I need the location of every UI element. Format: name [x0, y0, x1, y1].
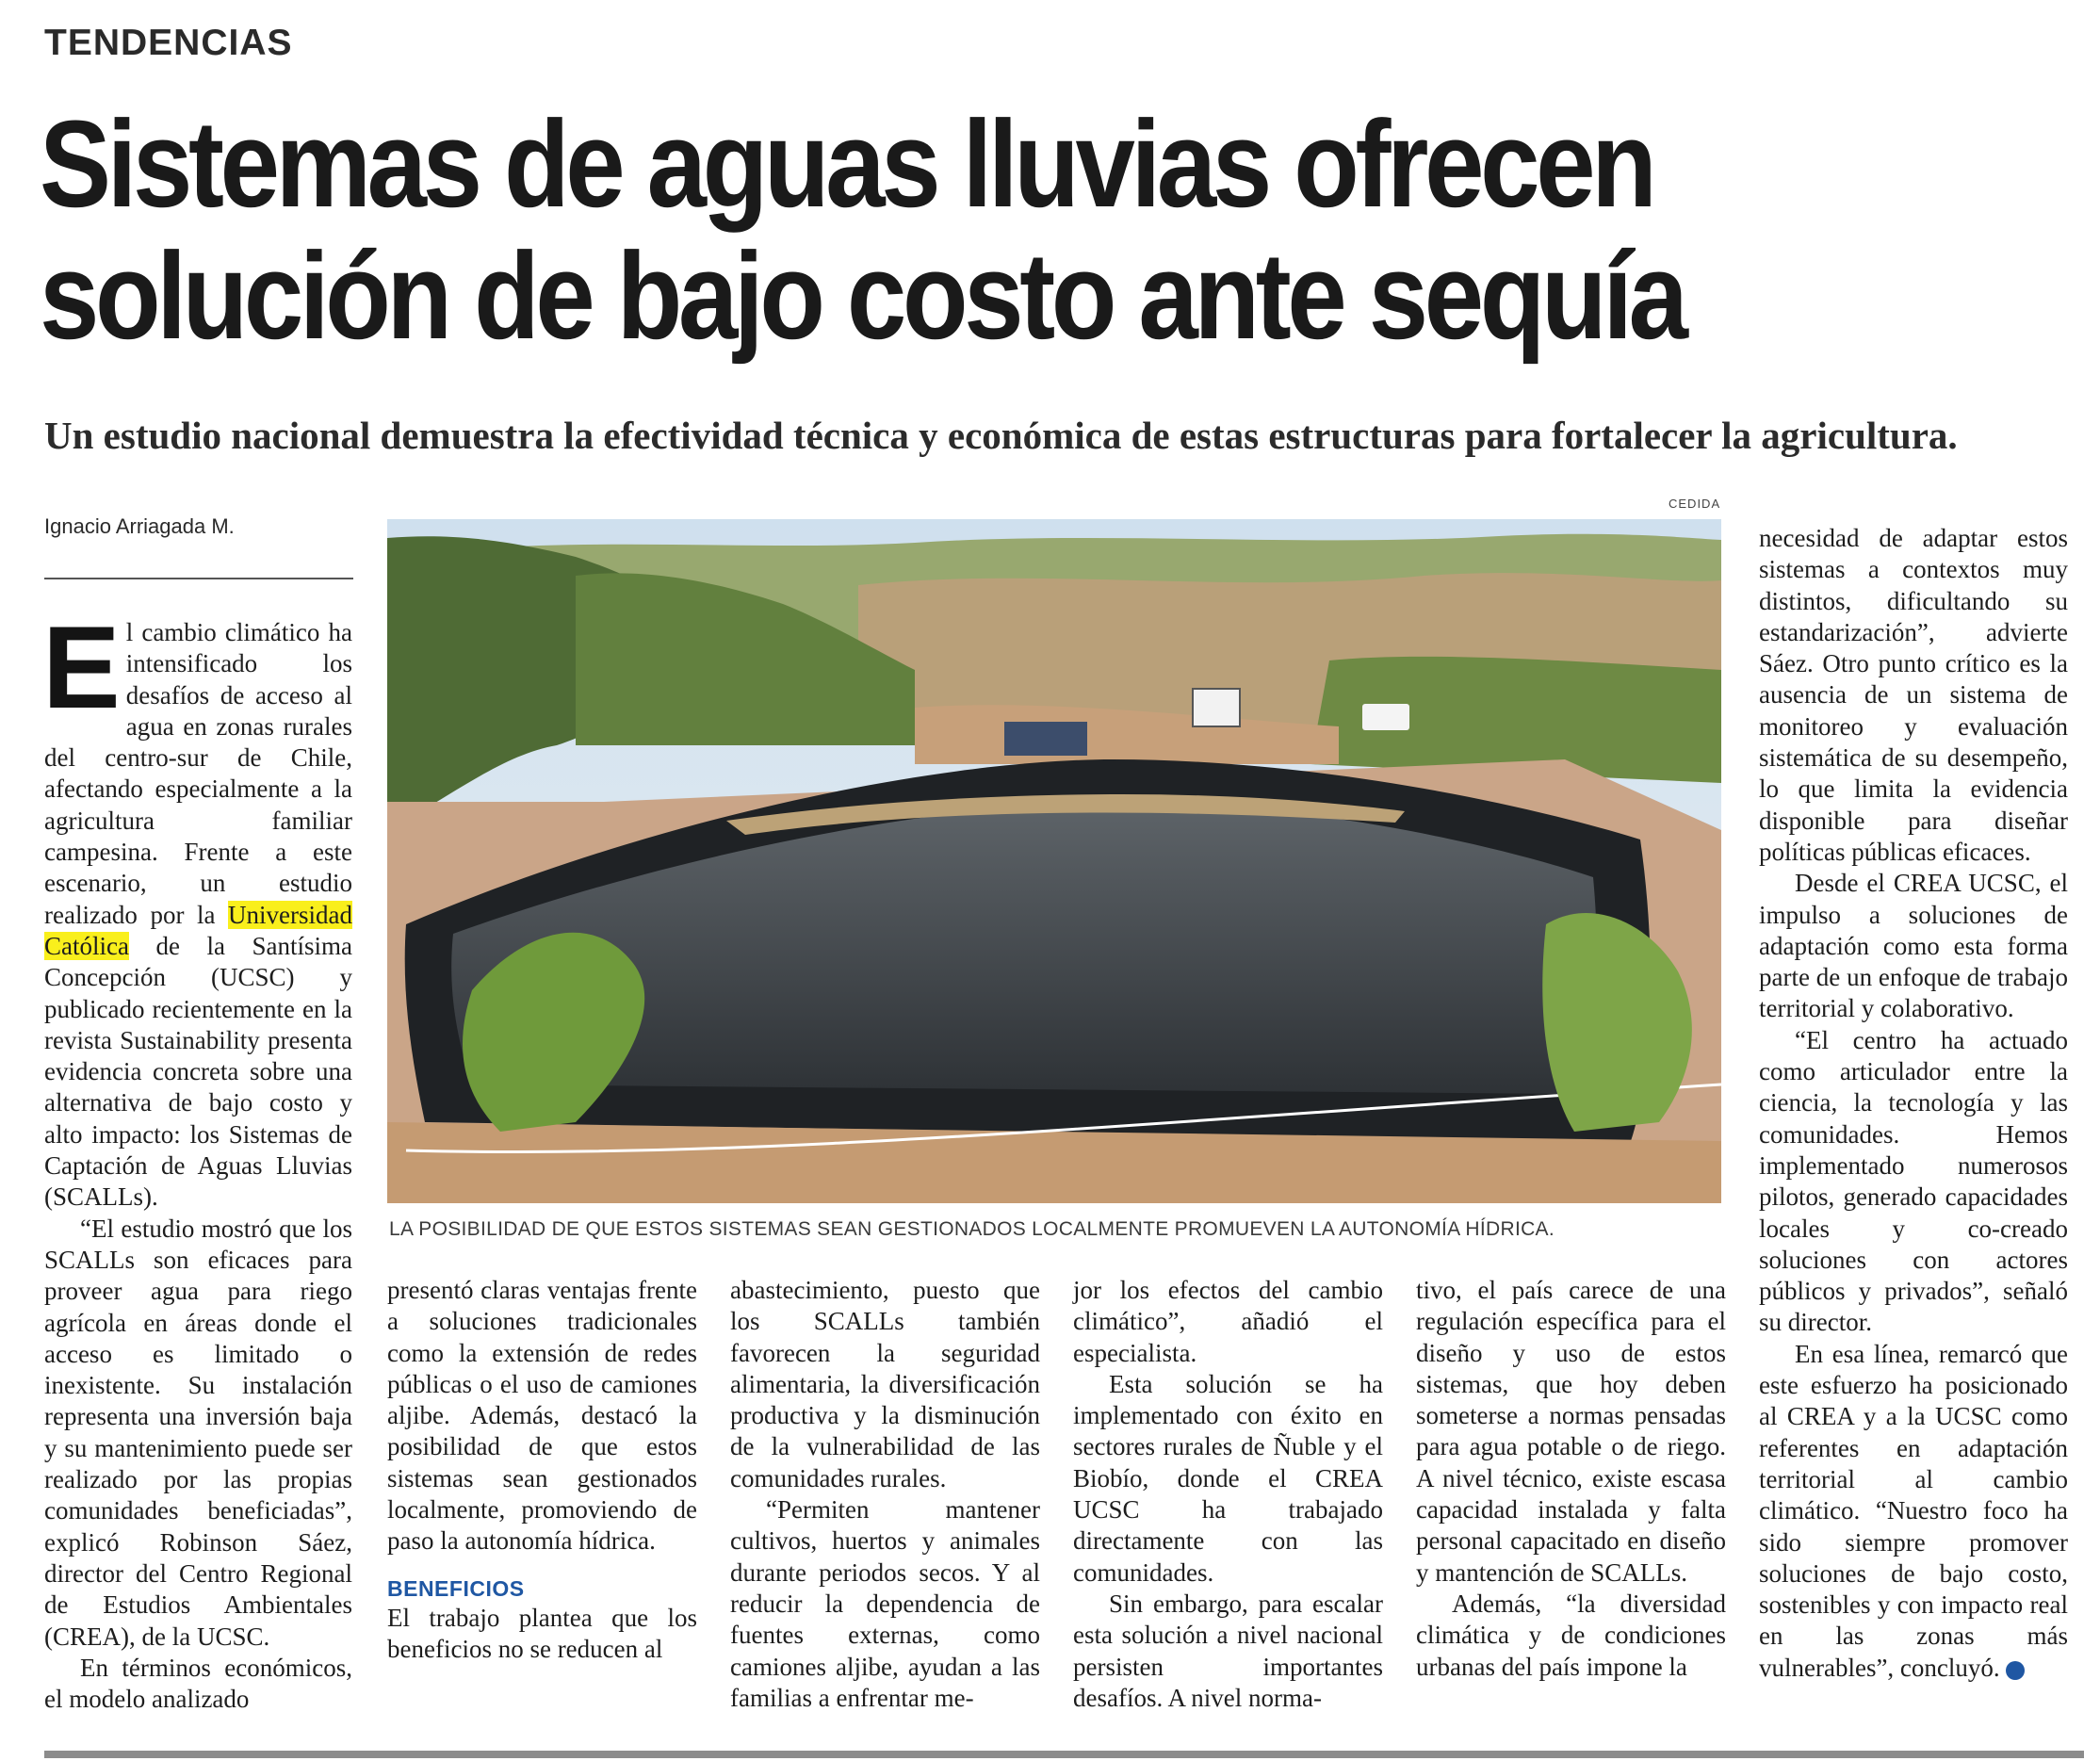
paragraph: Sin embargo, para escalar esta solución a nivel nacional persisten importantes desafíos. A nivel norma- — [1073, 1589, 1383, 1712]
photo-credit: CEDIDA — [1669, 497, 1721, 511]
end-of-article-icon: + — [2006, 1661, 2025, 1680]
paragraph: l cambio climático ha intensificado los desafíos de acceso al agua en zonas rurales del centro-sur de Chile, afectando especialmente a la agricultura familiar campesina. Frente a este escenario, un estudio realizado por la Universidad Católica de la Santísima Concepción (UCSC) y publicado recientemente en la revista Sustainability presenta evidencia concreta sobre una alternativa de bajo costo y alto impacto: los Sistemas de Captación de Aguas Lluvias (SCALLs). — [44, 618, 352, 1212]
article-column-3 — [730, 1275, 1040, 1714]
article-column-5 — [1416, 1275, 1726, 1683]
paragraph: En esa línea, remarcó que este esfuerzo ha posicionado al CREA y a la UCSC como referentes en adaptación territorial al cambio climático. “Nuestro foco ha sido siempre promover soluciones de bajo costo, sostenibles y con impacto real en las zonas más vulnerables”, concluyó. + — [1759, 1339, 2068, 1682]
paragraph: presentó claras ventajas frente a soluciones tradicionales como la extensión de redes públicas o el uso de camiones aljibe. Además, destacó la posibilidad de que estos sistemas sean gestionados localmente, promoviendo de paso la autonomía hídrica. — [387, 1276, 697, 1556]
paragraph: El trabajo plantea que los beneficios no se reducen al — [387, 1603, 697, 1663]
headline — [40, 94, 1818, 365]
drop-cap: E — [42, 603, 121, 733]
subheading: BENEFICIOS — [387, 1575, 525, 1601]
headline-line-1: Sistemas de aguas lluvias ofrecen — [40, 94, 1653, 233]
byline: Ignacio Arriagada M. — [44, 514, 235, 538]
paragraph: abastecimiento, puesto que los SCALLs también favorecen la seguridad alimentaria, la diversificación productiva y la disminución de la vulnerabilidad de las comunidades rurales. — [730, 1276, 1040, 1492]
article-photo — [387, 519, 1721, 1203]
paragraph: Desde el CREA UCSC, el impulso a soluciones de adaptación como esta forma parte de un enfoque de trabajo territorial y colaborativo. — [1759, 869, 2068, 1023]
rainwater-pond-illustration — [387, 519, 1721, 1203]
paragraph: jor los efectos del cambio climático”, añadió el especialista. — [1073, 1276, 1383, 1367]
paragraph: necesidad de adaptar estos sistemas a contextos muy distintos, dificultando su estandarización”, advierte Sáez. Otro punto crítico es la ausencia de un sistema de monitoreo y evaluación sistemática de su desempeño, lo que limita la evidencia disponible para diseñar políticas públicas eficaces. — [1759, 524, 2068, 866]
photo-caption: LA POSIBILIDAD DE QUE ESTOS SISTEMAS SEAN GESTIONADOS LOCALMENTE PROMUEVEN LA AUTONOMÍA HÍDRICA. — [389, 1218, 1555, 1240]
paragraph: tivo, el país carece de una regulación específica para el diseño y uso de estos sistemas, que hoy deben someterse a normas pensadas para agua potable o de riego. A nivel técnico, existe escasa capacidad instalada y falta personal capacitado en diseño y mantención de SCALLs. — [1416, 1276, 1726, 1587]
paragraph: Además, “la diversidad climática y de condiciones urbanas del país impone la — [1416, 1589, 1726, 1681]
paragraph: “Permiten mantener cultivos, huertos y animales durante periodos secos. Y al reducir la dependencia de fuentes externas, como camiones aljibe, ayudan a las familias a enfrentar me- — [730, 1495, 1040, 1712]
section-label: TENDENCIAS — [44, 23, 293, 63]
paragraph: “El centro ha actuado como articulador entre la ciencia, la tecnología y las comunidades. Hemos implementado numerosos pilotos, generado capacidades locales y co-creado soluciones con actores públicos y privados”, señaló su director. — [1759, 1025, 2068, 1337]
article-column-2 — [387, 1275, 697, 1665]
paragraph: “El estudio mostró que los SCALLs son eficaces para proveer agua para riego agrícola en áreas donde el acceso es limitado o inexistente. Su instalación representa una inversión baja y su mantenimiento puede ser realizado por las propias comunidades beneficiadas”, explicó Robinson Sáez, director del Centro Regional de Estudios Ambientales (CREA), de la UCSC. — [44, 1214, 352, 1651]
deck-subtitle: Un estudio nacional demuestra la efectividad técnica y económica de estas estructuras para fortalecer la agricultura. — [44, 414, 1958, 457]
bottom-rule — [44, 1751, 2084, 1758]
byline-divider — [44, 578, 353, 579]
article-column-6 — [1759, 523, 2068, 1684]
article-column-4 — [1073, 1275, 1383, 1714]
headline-line-2: solución de bajo costo ante sequía — [40, 226, 1685, 365]
highlighted-text: Universidad Católica — [44, 900, 352, 960]
article-column-1 — [42, 603, 352, 1715]
paragraph: En términos económicos, el modelo analizado — [44, 1653, 352, 1714]
paragraph: Esta solución se ha implementado con éxito en sectores rurales de Ñuble y el Biobío, donde el CREA UCSC ha trabajado directamente con las comunidades. — [1073, 1369, 1383, 1587]
